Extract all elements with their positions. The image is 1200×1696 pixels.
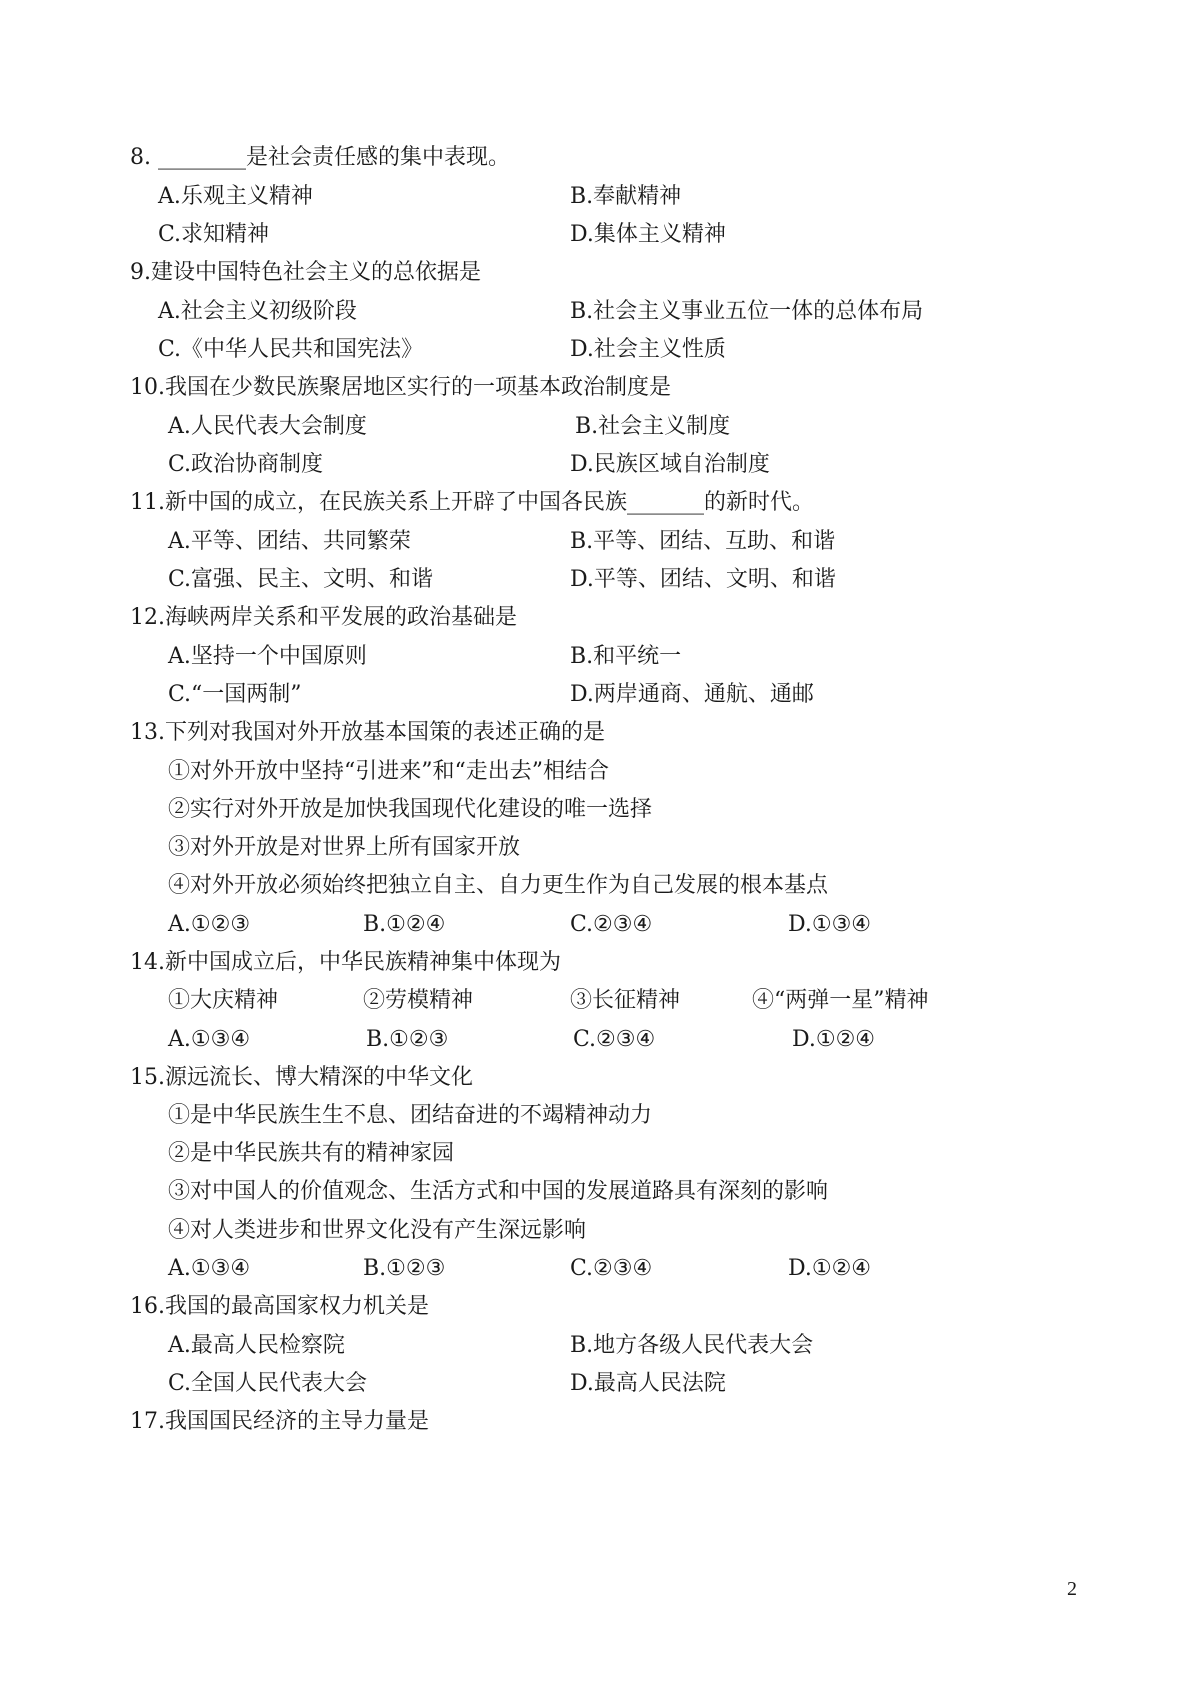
- question-13-statement-2: ②实行对外开放是加快我国现代化建设的唯一选择: [168, 797, 653, 822]
- question-13-statement-1: ①对外开放中坚持“引进来”和“走出去”相结合: [168, 759, 609, 784]
- question-11-option-a: A.平等、团结、共同繁荣: [168, 529, 411, 554]
- question-9-option-d: D.社会主义性质: [570, 337, 726, 362]
- question-15-option-d: D.①②④: [788, 1256, 872, 1281]
- question-8-stem: 8. ________是社会责任感的集中表现。: [130, 145, 510, 170]
- question-11-stem: 11.新中国的成立，在民族关系上开辟了中国各民族_______的新时代。: [130, 490, 814, 515]
- question-9-option-c: C.《中华人民共和国宪法》: [158, 337, 424, 362]
- question-15-stem: 15.源远流长、博大精深的中华文化: [130, 1065, 473, 1090]
- question-8-option-d: D.集体主义精神: [570, 222, 726, 247]
- question-14-statement-1: ①大庆精神: [168, 988, 279, 1013]
- question-16-option-d: D.最高人民法院: [570, 1371, 726, 1396]
- question-14-statement-4: ④“两弹一星”精神: [752, 988, 929, 1013]
- question-12-option-c: C.“一国两制”: [168, 682, 302, 707]
- question-10-option-d: D.民族区域自治制度: [570, 452, 770, 477]
- question-16-stem: 16.我国的最高国家权力机关是: [130, 1294, 429, 1319]
- question-15-statement-2: ②是中华民族共有的精神家园: [168, 1141, 455, 1166]
- question-15-option-c: C.②③④: [570, 1256, 653, 1281]
- question-11-option-b: B.平等、团结、互助、和谐: [570, 529, 836, 554]
- question-14-option-b: B.①②③: [366, 1027, 449, 1052]
- question-15-statement-1: ①是中华民族生生不息、团结奋进的不竭精神动力: [168, 1103, 653, 1128]
- question-15-statement-4: ④对人类进步和世界文化没有产生深远影响: [168, 1218, 587, 1243]
- question-17-stem: 17.我国国民经济的主导力量是: [130, 1409, 429, 1434]
- question-8-option-b: B.奉献精神: [570, 184, 682, 209]
- question-10-option-a: A.人民代表大会制度: [168, 414, 367, 439]
- question-15-option-b: B.①②③: [363, 1256, 446, 1281]
- question-12-option-a: A.坚持一个中国原则: [168, 644, 367, 669]
- question-13-stem: 13.下列对我国对外开放基本国策的表述正确的是: [130, 720, 605, 745]
- question-16-option-c: C.全国人民代表大会: [168, 1371, 368, 1396]
- question-14-statement-2: ②劳模精神: [363, 988, 474, 1013]
- question-11-option-c: C.富强、民主、文明、和谐: [168, 567, 434, 592]
- page-number: 2: [1067, 1578, 1077, 1600]
- question-13-statement-4: ④对外开放必须始终把独立自主、自力更生作为自己发展的根本基点: [168, 873, 829, 898]
- question-14-option-a: A.①③④: [168, 1027, 251, 1052]
- question-11-option-d: D.平等、团结、文明、和谐: [570, 567, 836, 592]
- question-13-option-b: B.①②④: [363, 912, 446, 937]
- question-14-option-d: D.①②④: [792, 1027, 876, 1052]
- question-13-option-d: D.①③④: [788, 912, 872, 937]
- question-16-option-a: A.最高人民检察院: [168, 1333, 345, 1358]
- question-13-statement-3: ③对外开放是对世界上所有国家开放: [168, 835, 521, 860]
- question-12-option-d: D.两岸通商、通航、通邮: [570, 682, 814, 707]
- question-13-option-a: A.①②③: [168, 912, 251, 937]
- question-16-option-b: B.地方各级人民代表大会: [570, 1333, 814, 1358]
- question-10-option-b: B.社会主义制度: [575, 414, 731, 439]
- question-14-stem: 14.新中国成立后，中华民族精神集中体现为: [130, 950, 561, 975]
- question-9-stem: 9.建设中国特色社会主义的总依据是: [130, 260, 481, 285]
- question-9-option-a: A.社会主义初级阶段: [158, 299, 357, 324]
- question-14-statement-3: ③长征精神: [570, 988, 681, 1013]
- question-15-statement-3: ③对中国人的价值观念、生活方式和中国的发展道路具有深刻的影响: [168, 1179, 829, 1204]
- question-13-option-c: C.②③④: [570, 912, 653, 937]
- question-10-option-c: C.政治协商制度: [168, 452, 324, 477]
- question-8-option-a: A.乐观主义精神: [158, 184, 313, 209]
- question-9-option-b: B.社会主义事业五位一体的总体布局: [570, 299, 924, 324]
- question-15-option-a: A.①③④: [168, 1256, 251, 1281]
- question-14-option-c: C.②③④: [573, 1027, 656, 1052]
- question-12-option-b: B.和平统一: [570, 644, 682, 669]
- question-8-option-c: C.求知精神: [158, 222, 270, 247]
- question-12-stem: 12.海峡两岸关系和平发展的政治基础是: [130, 605, 517, 630]
- question-10-stem: 10.我国在少数民族聚居地区实行的一项基本政治制度是: [130, 375, 671, 400]
